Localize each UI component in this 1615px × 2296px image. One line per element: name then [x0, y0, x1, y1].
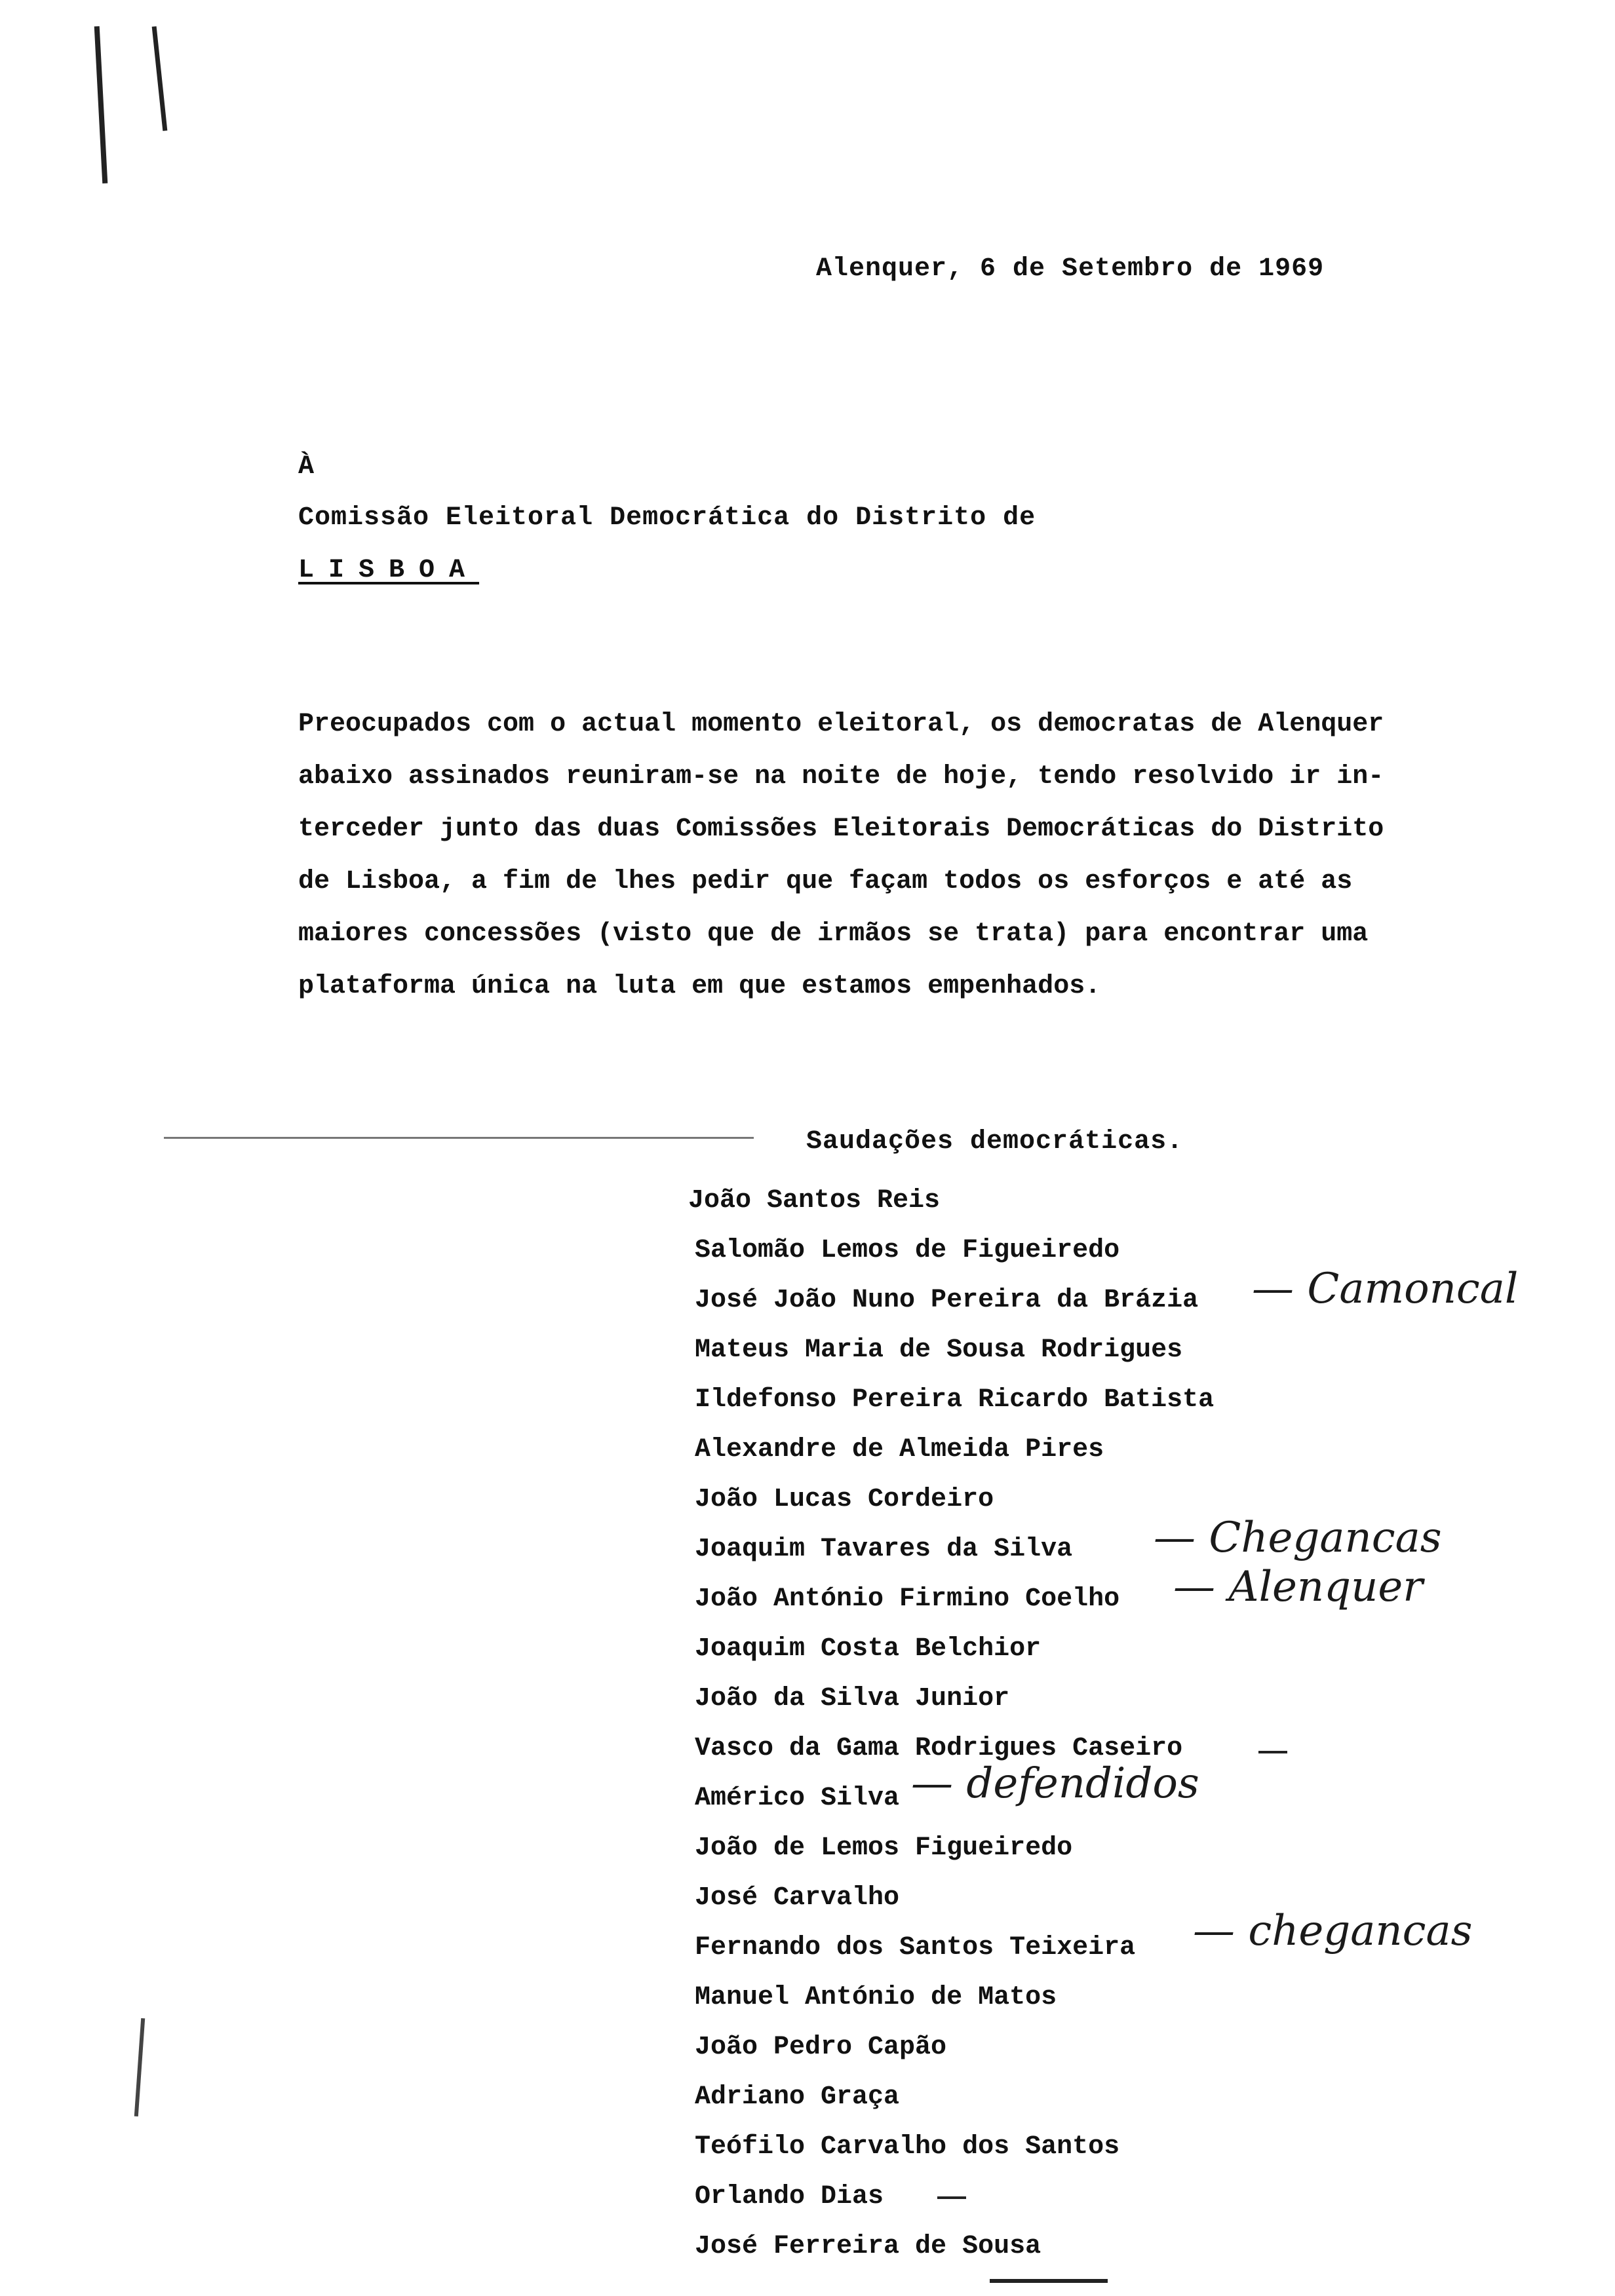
body-line: de Lisboa, a fim de lhes pedir que façam todos os esforços e até as — [298, 867, 1353, 896]
signer-name: Américo Silva — [695, 1784, 900, 1813]
signer-name: Adriano Graça — [695, 2082, 900, 2112]
body-line: maiores concessões (visto que de irmãos se trata) para encontrar uma — [298, 919, 1369, 949]
signer-name: João da Silva Junior — [695, 1684, 1010, 1713]
signer-name: João Pedro Capão — [695, 2033, 947, 2062]
place-date: Alenquer, 6 de Setembro de 1969 — [816, 254, 1325, 284]
body-line: abaixo assinados reuniram-se na noite de hoje, tendo resolvido ir in- — [298, 762, 1384, 792]
signer-name: José Ferreira de Sousa — [695, 2232, 1041, 2261]
addressee-to: À — [298, 452, 315, 482]
signer-name: José João Nuno Pereira da Brázia — [695, 1286, 1199, 1315]
body-line: Preocupados com o actual momento eleitoral, os democratas de Alenquer — [298, 710, 1384, 739]
margin-mark — [94, 26, 108, 183]
addressee-body: Comissão Eleitoral Democrática do Distrito de — [298, 503, 1036, 533]
signer-name: Joaquim Tavares da Silva — [695, 1535, 1073, 1564]
signer-name: João de Lemos Figueiredo — [695, 1833, 1073, 1863]
signer-name: Salomão Lemos de Figueiredo — [695, 1236, 1120, 1265]
signer-name: Manuel António de Matos — [695, 1983, 1057, 2012]
signer-name: Mateus Maria de Sousa Rodrigues — [695, 1335, 1183, 1365]
signer-name: Orlando Dias — [695, 2182, 884, 2211]
signer-name: Ildefonso Pereira Ricardo Batista — [695, 1385, 1215, 1415]
handwritten-note-tavares: — Chegancas — [1154, 1514, 1442, 1562]
signer-name: João Lucas Cordeiro — [695, 1485, 994, 1514]
dash-mark — [937, 2196, 966, 2199]
underline-mark — [990, 2279, 1108, 2283]
margin-mark — [152, 26, 168, 131]
handwritten-note-brazia: — Camoncal — [1252, 1265, 1519, 1313]
signer-name: José Carvalho — [695, 1883, 900, 1913]
letter-body — [298, 698, 1478, 1013]
body-line: terceder junto das duas Comissões Eleitorais Democráticas do Distrito — [298, 814, 1384, 844]
signer-name: Fernando dos Santos Teixeira — [695, 1933, 1136, 1962]
signatures-heading: Saudações democráticas. — [806, 1127, 1184, 1157]
signer-name: Joaquim Costa Belchior — [695, 1634, 1041, 1664]
signer-name: Teófilo Carvalho dos Santos — [695, 2132, 1120, 2162]
margin-mark — [134, 2018, 145, 2116]
dash-mark — [1258, 1751, 1287, 1753]
addressee-city: LISBOA — [298, 556, 480, 585]
signer-name: João António Firmino Coelho — [695, 1584, 1120, 1614]
handwritten-note-americo: — defendidos — [911, 1759, 1199, 1808]
body-line: plataforma única na luta em que estamos empenhados. — [298, 972, 1101, 1001]
signer-name: João Santos Reis — [688, 1186, 941, 1215]
scan-line — [164, 1137, 754, 1139]
handwritten-note-teixeira: — chegancas — [1193, 1907, 1473, 1955]
signer-name: Alexandre de Almeida Pires — [695, 1435, 1104, 1464]
handwritten-note-coelho: — Alenquer — [1173, 1563, 1423, 1611]
signer-name: Vasco da Gama Rodrigues Caseiro — [695, 1734, 1183, 1763]
